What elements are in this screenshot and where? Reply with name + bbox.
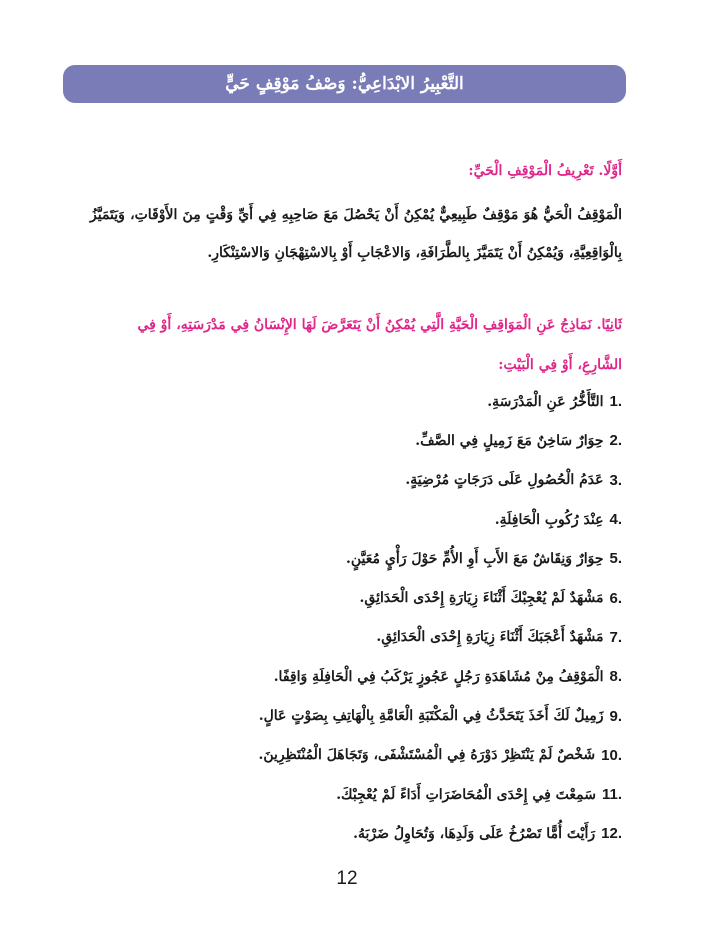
item-text: عِنْدَ رُكُوبِ الْحَافِلَةِ. bbox=[494, 511, 604, 528]
item-text: مَشْهَدٌ أَعْجَبَكَ أَثْنَاءَ زِيَارَةِ إِحْدَى الْحَدَائِقِ. bbox=[376, 629, 604, 646]
list-item bbox=[82, 775, 622, 814]
title-banner bbox=[63, 65, 626, 103]
item-number: 8. bbox=[609, 668, 622, 686]
page-title: التَّعْبِيرُ الابْدَاعِيُّ: وَصْفُ مَوْقِفٍ حَيٍّ bbox=[225, 74, 464, 94]
item-text: مَشْهَدٌ لَمْ يُعْجِبْكَ أَثْنَاءَ زِيَارَةِ إِحْدَى الْحَدَائِقِ. bbox=[359, 590, 604, 607]
item-text: التَّأَخُّرُ عَنِ الْمَدْرَسَةِ. bbox=[487, 393, 604, 410]
list-item bbox=[82, 382, 622, 421]
examples-section bbox=[90, 305, 622, 385]
item-number: 3. bbox=[609, 471, 622, 489]
item-number: 10. bbox=[601, 746, 622, 764]
item-text: شَخْصٌ لَمْ يَنْتَظِرْ دَوْرَهُ فِي الْمُسْتَشْفَى، وَتَجَاهَلَ الْمُنْتَظِرِينَ. bbox=[258, 747, 596, 764]
item-text: حِوَارٌ سَاخِنٌ مَعَ زَمِيلٍ فِي الصَّفِّ. bbox=[415, 432, 604, 449]
definition-section bbox=[90, 160, 622, 272]
list-item bbox=[82, 461, 622, 500]
definition-heading: أَوَّلًا. تَعْرِيفُ الْمَوْقِفِ الْحَيِّ: bbox=[468, 163, 622, 179]
item-number: 7. bbox=[609, 628, 622, 646]
list-item bbox=[82, 657, 622, 696]
list-item bbox=[82, 814, 622, 853]
list-item bbox=[82, 500, 622, 539]
list-item bbox=[82, 578, 622, 617]
list-item bbox=[82, 736, 622, 775]
item-number: 6. bbox=[609, 589, 622, 607]
item-text: حِوَارٌ وَنِقَاشٌ مَعَ الأَبِ أَوِ الأُمِّ حَوْلَ رَأْيٍ مُعَيَّنٍ. bbox=[345, 550, 604, 567]
item-text: عَدَمُ الْحُصُولِ عَلَى دَرَجَاتٍ مُرْضِيَةٍ. bbox=[405, 472, 604, 489]
item-number: 11. bbox=[601, 786, 622, 804]
item-number: 5. bbox=[609, 550, 622, 568]
item-text: سَمِعْتَ فِي إِحْدَى الْمُحَاضَرَاتِ أَدَاءً لَمْ يُعْجِبْكَ. bbox=[336, 786, 596, 803]
item-number: 4. bbox=[609, 511, 622, 529]
list-item bbox=[82, 696, 622, 735]
item-text: الْمَوْقِفُ مِنْ مُشَاهَدَةِ رَجُلٍ عَجُوزٍ يَرْكَبُ فِي الْحَافِلَةِ وَاقِفًا. bbox=[273, 668, 604, 685]
item-number: 2. bbox=[609, 432, 622, 450]
item-number: 9. bbox=[609, 707, 622, 725]
page-number: 12 bbox=[336, 868, 358, 889]
definition-paragraph: الْمَوْقِفُ الْحَيُّ هُوَ مَوْقِفٌ طَبِيعِيٌّ يُمْكِنُ أَنْ يَحْصُلَ مَعَ صَاحِبِهِ فِي أَيِّ وَقْتٍ مِنَ الأَوْقَاتِ، وَيَتَمَيَّزُ بِالْوَاقِعِيَّةِ، وَيُمْكِنُ أَنْ يَتَمَيَّزَ بِالطَّرَافَةِ، وَالاعْجَابِ أَوْ بِالاسْتِهْجَانِ وَالاسْتِنْكَارِ. bbox=[90, 207, 622, 261]
item-text: زَمِيلٌ لَكَ أَخَذَ يَتَحَدَّثُ فِي الْمَكْتَبَةِ الْعَامَّةِ بِالْهَاتِفِ بِصَوْتٍ عَالٍ. bbox=[258, 708, 604, 725]
item-text: رَأَيْتَ أُمًّا تَصْرُخُ عَلَى وَلَدِهَا، وَتُحَاوِلُ ضَرْبَهُ. bbox=[353, 825, 596, 842]
item-number: 12. bbox=[601, 825, 622, 843]
examples-list bbox=[82, 382, 622, 854]
list-item bbox=[82, 421, 622, 460]
examples-heading: ثَانِيًا. نَمَاذِجُ عَنِ الْمَوَاقِفِ الْحَيَّةِ الَّتِي يُمْكِنُ أَنْ يَتَعَرَّضَ لَهَا الإِنْسَانُ فِي مَدْرَسَتِهِ، أَوْ فِي الشَّارِعِ، أَوْ فِي الْبَيْتِ: bbox=[137, 317, 622, 373]
item-number: 1. bbox=[609, 393, 622, 411]
list-item bbox=[82, 618, 622, 657]
list-item bbox=[82, 539, 622, 578]
